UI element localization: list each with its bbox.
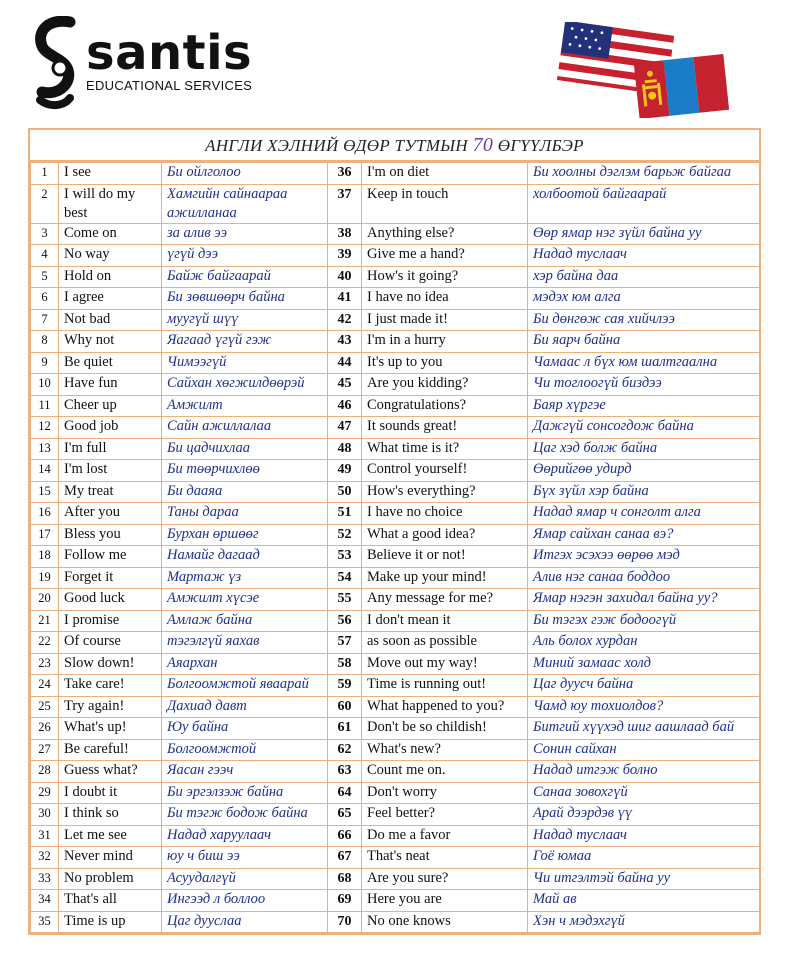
- row-number: 49: [328, 460, 362, 482]
- row-number: 37: [328, 184, 362, 223]
- row-number: 52: [328, 524, 362, 546]
- mongolian-translation: Надад туслаач: [528, 245, 760, 267]
- mongolian-translation: Бурхан өршөөг: [162, 524, 328, 546]
- row-number: 35: [31, 911, 59, 933]
- table-row: [31, 782, 760, 804]
- row-number: 67: [328, 847, 362, 869]
- row-number: 54: [328, 567, 362, 589]
- mongolian-translation: Миний замаас холд: [528, 653, 760, 675]
- row-number: 7: [31, 309, 59, 331]
- mongolian-translation: үгүй дээ: [162, 245, 328, 267]
- mongolian-translation: Надад харуулаач: [162, 825, 328, 847]
- mongolian-translation: Би тэгэх гэж бодоогүй: [528, 610, 760, 632]
- santis-logo-icon: [30, 16, 82, 112]
- english-phrase: Bless you: [59, 524, 162, 546]
- english-phrase: Make up your mind!: [362, 567, 528, 589]
- table-row: [31, 395, 760, 417]
- english-phrase: No problem: [59, 868, 162, 890]
- mongolian-translation: Юу байна: [162, 718, 328, 740]
- mongolian-translation: холбоотой байгаарай: [528, 184, 760, 223]
- english-phrase: Good job: [59, 417, 162, 439]
- english-phrase: It's up to you: [362, 352, 528, 374]
- table-row: [31, 610, 760, 632]
- table-row: [31, 481, 760, 503]
- english-phrase: Any message for me?: [362, 589, 528, 611]
- mongolian-translation: Би дөнгөж сая хийчлээ: [528, 309, 760, 331]
- table-row: [31, 761, 760, 783]
- english-phrase: I think so: [59, 804, 162, 826]
- row-number: 15: [31, 481, 59, 503]
- english-phrase: Give me a hand?: [362, 245, 528, 267]
- row-number: 57: [328, 632, 362, 654]
- mongolian-translation: юу ч биш ээ: [162, 847, 328, 869]
- english-phrase: Be quiet: [59, 352, 162, 374]
- row-number: 32: [31, 847, 59, 869]
- row-number: 63: [328, 761, 362, 783]
- row-number: 9: [31, 352, 59, 374]
- english-phrase: Never mind: [59, 847, 162, 869]
- table-row: [31, 847, 760, 869]
- mongolian-translation: Баяр хүргэе: [528, 395, 760, 417]
- mongolian-translation: Би зөвшөөрч байна: [162, 288, 328, 310]
- english-phrase: I'm lost: [59, 460, 162, 482]
- row-number: 29: [31, 782, 59, 804]
- mongolian-translation: Би дааяа: [162, 481, 328, 503]
- english-phrase: How's everything?: [362, 481, 528, 503]
- page-header: [0, 0, 785, 128]
- row-number: 3: [31, 223, 59, 245]
- row-number: 47: [328, 417, 362, 439]
- mongolian-translation: Гоё юмаа: [528, 847, 760, 869]
- english-phrase: I have no idea: [362, 288, 528, 310]
- phrase-sheet: [28, 128, 761, 935]
- logo-name: santis: [86, 25, 253, 81]
- mongolian-translation: Би ойлголоо: [162, 163, 328, 185]
- sheet-title: [30, 130, 759, 162]
- row-number: 46: [328, 395, 362, 417]
- english-phrase: Count me on.: [362, 761, 528, 783]
- mongolian-translation: Алив нэг санаа боддоо: [528, 567, 760, 589]
- english-phrase: I promise: [59, 610, 162, 632]
- table-row: [31, 223, 760, 245]
- english-phrase: Control yourself!: [362, 460, 528, 482]
- row-number: 44: [328, 352, 362, 374]
- mongolian-translation: Болгоомжтой яваарай: [162, 675, 328, 697]
- table-row: [31, 632, 760, 654]
- english-phrase: Feel better?: [362, 804, 528, 826]
- mongolian-translation: Аль болох хурдан: [528, 632, 760, 654]
- table-row: [31, 460, 760, 482]
- row-number: 45: [328, 374, 362, 396]
- english-phrase: Forget it: [59, 567, 162, 589]
- english-phrase: That's all: [59, 890, 162, 912]
- mongolian-translation: Би яарч байна: [528, 331, 760, 353]
- title-number: 70: [472, 134, 494, 156]
- table-row: [31, 288, 760, 310]
- mongolian-translation: Асуудалгүй: [162, 868, 328, 890]
- mongolian-translation: Итгэх эсэхээ өөрөө мэд: [528, 546, 760, 568]
- phrase-table: [30, 162, 760, 933]
- row-number: 68: [328, 868, 362, 890]
- row-number: 55: [328, 589, 362, 611]
- row-number: 65: [328, 804, 362, 826]
- mongolian-translation: Мартаж үз: [162, 567, 328, 589]
- row-number: 62: [328, 739, 362, 761]
- table-row: [31, 331, 760, 353]
- row-number: 28: [31, 761, 59, 783]
- row-number: 21: [31, 610, 59, 632]
- mongolian-translation: мэдэх юм алга: [528, 288, 760, 310]
- row-number: 16: [31, 503, 59, 525]
- row-number: 41: [328, 288, 362, 310]
- mongolian-translation: Хэн ч мэдэхгүй: [528, 911, 760, 933]
- row-number: 11: [31, 395, 59, 417]
- english-phrase: Believe it or not!: [362, 546, 528, 568]
- row-number: 69: [328, 890, 362, 912]
- mongolian-translation: Хамгийн сайнаараа ажилланаа: [162, 184, 328, 223]
- english-phrase: How's it going?: [362, 266, 528, 288]
- english-phrase: Come on: [59, 223, 162, 245]
- english-phrase: Have fun: [59, 374, 162, 396]
- row-number: 18: [31, 546, 59, 568]
- mongolian-translation: Чи итгэлтэй байна уу: [528, 868, 760, 890]
- mongolian-translation: Цаг дууслаа: [162, 911, 328, 933]
- row-number: 70: [328, 911, 362, 933]
- row-number: 25: [31, 696, 59, 718]
- mongolian-translation: Би цадчихлаа: [162, 438, 328, 460]
- mongolian-translation: Чамд юу тохиолдов?: [528, 696, 760, 718]
- mongolian-translation: Амжилт хүсэе: [162, 589, 328, 611]
- mongolian-translation: Надад ямар ч сонголт алга: [528, 503, 760, 525]
- mongolian-translation: Өөр ямар нэг зүйл байна уу: [528, 223, 760, 245]
- table-row: [31, 696, 760, 718]
- mongolian-translation: Ингээд л боллоо: [162, 890, 328, 912]
- english-phrase: as soon as possible: [362, 632, 528, 654]
- mongolian-translation: Дахиад давт: [162, 696, 328, 718]
- english-phrase: What time is it?: [362, 438, 528, 460]
- mongolian-translation: Ямар сайхан санаа вэ?: [528, 524, 760, 546]
- row-number: 27: [31, 739, 59, 761]
- english-phrase: What a good idea?: [362, 524, 528, 546]
- table-row: [31, 718, 760, 740]
- table-row: [31, 503, 760, 525]
- mongolian-translation: Сайн ажиллалаа: [162, 417, 328, 439]
- english-phrase: My treat: [59, 481, 162, 503]
- english-phrase: I just made it!: [362, 309, 528, 331]
- mongolian-translation: хэр байна даа: [528, 266, 760, 288]
- english-phrase: I'm full: [59, 438, 162, 460]
- english-phrase: After you: [59, 503, 162, 525]
- table-row: [31, 374, 760, 396]
- mongolian-translation: Өөрийгөө удирд: [528, 460, 760, 482]
- english-phrase: Guess what?: [59, 761, 162, 783]
- row-number: 1: [31, 163, 59, 185]
- english-phrase: I'm on diet: [362, 163, 528, 185]
- logo-wordmark: [86, 25, 253, 93]
- title-prefix: АНГЛИ ХЭЛНИЙ ӨДӨР ТУТМЫН: [205, 136, 469, 155]
- english-phrase: Time is running out!: [362, 675, 528, 697]
- row-number: 40: [328, 266, 362, 288]
- mongolian-translation: Яагаад үгүй гэж: [162, 331, 328, 353]
- row-number: 10: [31, 374, 59, 396]
- row-number: 19: [31, 567, 59, 589]
- english-phrase: Be careful!: [59, 739, 162, 761]
- english-phrase: Of course: [59, 632, 162, 654]
- row-number: 24: [31, 675, 59, 697]
- english-phrase: I doubt it: [59, 782, 162, 804]
- row-number: 2: [31, 184, 59, 223]
- english-phrase: Slow down!: [59, 653, 162, 675]
- mongolian-translation: Сонин сайхан: [528, 739, 760, 761]
- row-number: 50: [328, 481, 362, 503]
- english-phrase: Are you kidding?: [362, 374, 528, 396]
- mongolian-translation: Чи тоглоогүй биздээ: [528, 374, 760, 396]
- mongolian-translation: Таны дараа: [162, 503, 328, 525]
- table-row: [31, 825, 760, 847]
- row-number: 31: [31, 825, 59, 847]
- title-suffix: ӨГҮҮЛБЭР: [497, 136, 584, 155]
- english-phrase: It sounds great!: [362, 417, 528, 439]
- row-number: 66: [328, 825, 362, 847]
- english-phrase: Hold on: [59, 266, 162, 288]
- row-number: 34: [31, 890, 59, 912]
- mongolian-translation: Амлаж байна: [162, 610, 328, 632]
- row-number: 22: [31, 632, 59, 654]
- english-phrase: Don't be so childish!: [362, 718, 528, 740]
- logo-subtitle: EDUCATIONAL SERVICES: [86, 78, 253, 93]
- mongolian-translation: Аяархан: [162, 653, 328, 675]
- mongolian-translation: Дажгүй сонсогдож байна: [528, 417, 760, 439]
- table-row: [31, 309, 760, 331]
- row-number: 12: [31, 417, 59, 439]
- row-number: 51: [328, 503, 362, 525]
- table-row: [31, 675, 760, 697]
- row-number: 14: [31, 460, 59, 482]
- mongolian-translation: Чимээгүй: [162, 352, 328, 374]
- mongolian-translation: Бүх зүйл хэр байна: [528, 481, 760, 503]
- row-number: 13: [31, 438, 59, 460]
- english-phrase: Time is up: [59, 911, 162, 933]
- english-phrase: No one knows: [362, 911, 528, 933]
- row-number: 5: [31, 266, 59, 288]
- mongolian-translation: Би эргэлзэж байна: [162, 782, 328, 804]
- mongolian-translation: муугүй шүү: [162, 309, 328, 331]
- mongolian-translation: Санаа зовохгүй: [528, 782, 760, 804]
- english-phrase: Let me see: [59, 825, 162, 847]
- table-row: [31, 417, 760, 439]
- mongolian-translation: Байж байгаарай: [162, 266, 328, 288]
- english-phrase: Take care!: [59, 675, 162, 697]
- mongolian-translation: Сайхан хөгжилдөөрэй: [162, 374, 328, 396]
- row-number: 56: [328, 610, 362, 632]
- mongolian-translation: Амжилт: [162, 395, 328, 417]
- english-phrase: Move out my way!: [362, 653, 528, 675]
- english-phrase: Don't worry: [362, 782, 528, 804]
- english-phrase: Anything else?: [362, 223, 528, 245]
- table-row: [31, 890, 760, 912]
- mongolian-translation: Би хоолны дэглэм барьж байгаа: [528, 163, 760, 185]
- mongolian-translation: Ямар нэгэн захидал байна уу?: [528, 589, 760, 611]
- mongolian-translation: Би төөрчихлөө: [162, 460, 328, 482]
- english-phrase: Congratulations?: [362, 395, 528, 417]
- table-row: [31, 546, 760, 568]
- table-row: [31, 868, 760, 890]
- row-number: 20: [31, 589, 59, 611]
- mongolian-translation: тэгэлгүй яахав: [162, 632, 328, 654]
- table-row: [31, 567, 760, 589]
- row-number: 8: [31, 331, 59, 353]
- table-row: [31, 266, 760, 288]
- table-row: [31, 739, 760, 761]
- row-number: 6: [31, 288, 59, 310]
- english-phrase: What's new?: [362, 739, 528, 761]
- mongolian-translation: Яасан гээч: [162, 761, 328, 783]
- english-phrase: Here you are: [362, 890, 528, 912]
- row-number: 39: [328, 245, 362, 267]
- mongolian-translation: Битгий хүүхэд шиг аашлаад бай: [528, 718, 760, 740]
- row-number: 43: [328, 331, 362, 353]
- english-phrase: Why not: [59, 331, 162, 353]
- mongolian-translation: Май ав: [528, 890, 760, 912]
- mongolian-translation: Намайг дагаад: [162, 546, 328, 568]
- mongolian-translation: Надад итгэж болно: [528, 761, 760, 783]
- mongolian-translation: Би тэгж бодож байна: [162, 804, 328, 826]
- table-row: [31, 589, 760, 611]
- row-number: 64: [328, 782, 362, 804]
- english-phrase: I agree: [59, 288, 162, 310]
- english-phrase: Follow me: [59, 546, 162, 568]
- english-phrase: Do me a favor: [362, 825, 528, 847]
- table-row: [31, 438, 760, 460]
- english-phrase: Cheer up: [59, 395, 162, 417]
- table-row: [31, 804, 760, 826]
- row-number: 61: [328, 718, 362, 740]
- row-number: 38: [328, 223, 362, 245]
- english-phrase: That's neat: [362, 847, 528, 869]
- english-phrase: I don't mean it: [362, 610, 528, 632]
- table-row: [31, 245, 760, 267]
- english-phrase: I'm in a hurry: [362, 331, 528, 353]
- row-number: 42: [328, 309, 362, 331]
- english-phrase: Are you sure?: [362, 868, 528, 890]
- usa-mongolia-flags-icon: [556, 22, 736, 118]
- english-phrase: I see: [59, 163, 162, 185]
- row-number: 4: [31, 245, 59, 267]
- row-number: 23: [31, 653, 59, 675]
- row-number: 17: [31, 524, 59, 546]
- mongolian-translation: Болгоомжтой: [162, 739, 328, 761]
- english-phrase: Try again!: [59, 696, 162, 718]
- row-number: 30: [31, 804, 59, 826]
- table-row: [31, 184, 760, 223]
- row-number: 48: [328, 438, 362, 460]
- english-phrase: No way: [59, 245, 162, 267]
- english-phrase: I will do my best: [59, 184, 162, 223]
- mongolian-translation: Цаг хэд болж байна: [528, 438, 760, 460]
- row-number: 53: [328, 546, 362, 568]
- english-phrase: What's up!: [59, 718, 162, 740]
- table-row: [31, 352, 760, 374]
- row-number: 58: [328, 653, 362, 675]
- table-row: [31, 653, 760, 675]
- row-number: 36: [328, 163, 362, 185]
- row-number: 26: [31, 718, 59, 740]
- mongolian-translation: Цаг дууcч байна: [528, 675, 760, 697]
- table-row: [31, 911, 760, 933]
- mongolian-translation: Арай дээрдэв үү: [528, 804, 760, 826]
- row-number: 60: [328, 696, 362, 718]
- row-number: 33: [31, 868, 59, 890]
- mongolian-translation: Чамаас л бүх юм шалтгаална: [528, 352, 760, 374]
- english-phrase: Good luck: [59, 589, 162, 611]
- table-row: [31, 524, 760, 546]
- english-phrase: What happened to you?: [362, 696, 528, 718]
- english-phrase: Not bad: [59, 309, 162, 331]
- english-phrase: I have no choice: [362, 503, 528, 525]
- table-row: [31, 163, 760, 185]
- mongolian-translation: Надад туслаач: [528, 825, 760, 847]
- mongolian-translation: за алив ээ: [162, 223, 328, 245]
- row-number: 59: [328, 675, 362, 697]
- english-phrase: Keep in touch: [362, 184, 528, 223]
